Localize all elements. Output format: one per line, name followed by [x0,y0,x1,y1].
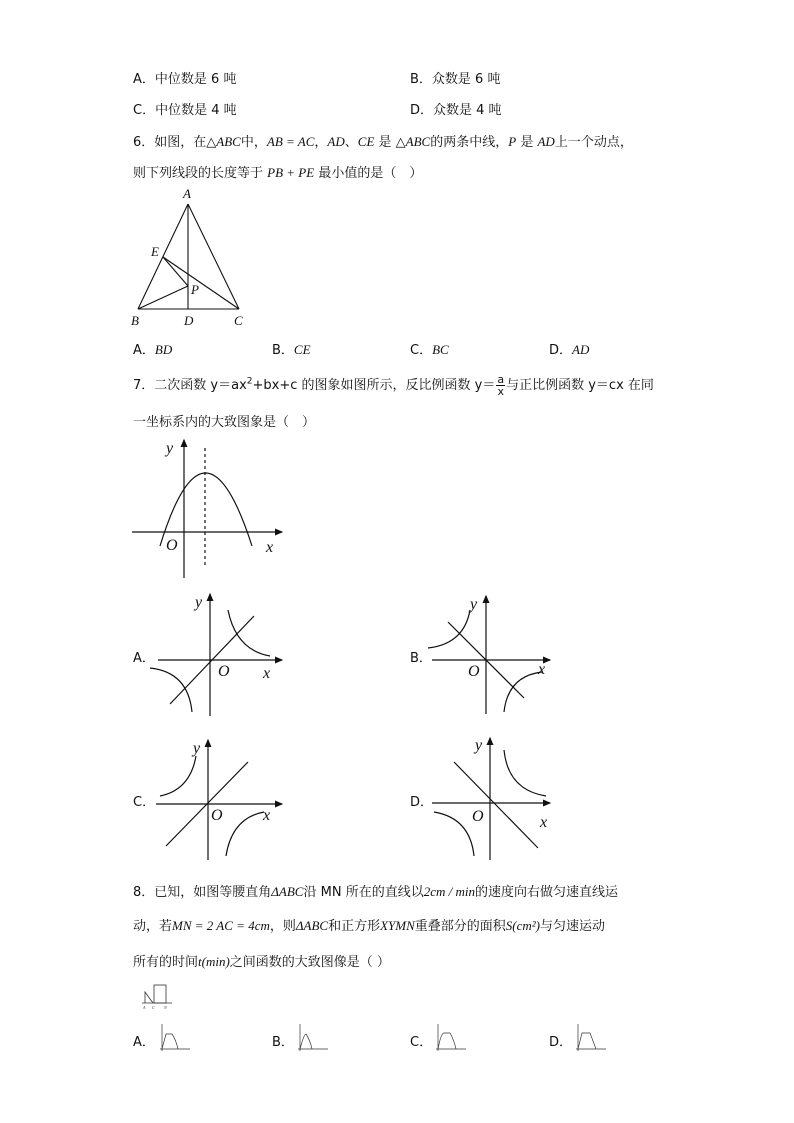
hyperbola-branch [228,610,270,656]
q5-option-d [410,99,502,118]
stem-text: 是 [374,135,396,150]
q8-option-b-label[interactable]: B． [272,1035,294,1050]
option-letter: C． [410,343,433,358]
side-ac [188,204,239,309]
stem-text: 已知，如图等腰直角 [154,885,272,900]
line-y-cx [170,616,254,704]
axis-y-label: y [193,740,201,757]
stem-text: 是 [516,135,538,150]
math-speed: 2cm / min [423,884,475,899]
math-equation: AB = AC [266,134,315,149]
curve [162,1034,178,1049]
option-letter: C． [133,103,156,118]
fraction-numerator: a [497,373,505,386]
q7-option-c-label[interactable]: C． [133,795,156,810]
option-text: BD [154,342,173,357]
option-text: 众数是 6 吨 [431,72,501,87]
stem-text: 中， [240,135,267,150]
label-p: P [191,282,199,297]
math-point: P [508,134,517,149]
math-triangle: △ABC [395,134,431,149]
curve [300,1034,312,1049]
fraction-denominator: x [497,385,504,398]
q8-option-c-graph [436,1024,466,1051]
side-ab [138,204,188,309]
axis-x-label: x [263,665,271,682]
hyperbola-branch [504,750,546,796]
axis-x-label: x [266,539,274,556]
option-letter: A． [133,343,155,358]
stem-text: 沿 MN 所在的直线以 [303,885,424,900]
hyperbola-branch [160,756,196,796]
hyperbola-branch [150,668,192,712]
label-c: C [234,313,243,328]
stem-text: ，则 [269,919,296,934]
math-segment: AD [537,134,555,149]
triangle-abc [145,992,153,1003]
q8-option-a-graph [160,1024,190,1051]
axis-y-label: y [166,440,174,457]
stem-text: 动，若 [133,919,173,934]
q5-option-a [133,68,236,87]
option-text: 众数是 4 吨 [433,103,502,118]
q6-option-d[interactable] [549,339,589,358]
stem-text: +bx+c 的图象如图所示，反比例函数 y＝ [252,378,496,393]
origin-label: O [166,537,178,554]
option-letter: A． [133,72,155,87]
q7-option-b-label[interactable]: B． [410,651,432,666]
q6-option-b[interactable] [272,339,311,358]
math-segment: AD [327,134,345,149]
stem-text: 重叠部分的面积 [414,919,506,934]
fraction-a-over-x [496,374,505,397]
q6-option-c[interactable] [410,339,449,358]
stem-text: 一坐标系内的大致图象是（ ） [133,415,316,430]
stem-text: 如图，在 [154,135,207,150]
q7-stem-line1 [133,374,654,397]
stem-text: 之间函数的大致图像是（ ） [229,955,390,970]
option-letter: D． [410,103,434,118]
hyperbola-branch [504,672,542,712]
math-segment: CE [357,134,375,149]
curve [438,1033,456,1049]
stem-text: 所有的时间 [133,955,199,970]
option-text: BC [432,342,449,357]
curve [578,1033,596,1049]
stem-text: 、 [344,135,358,150]
option-text: 中位数是 6 吨 [154,72,237,87]
hyperbola-branch [226,812,264,856]
origin-label: O [472,808,484,825]
q8-option-c-label[interactable]: C． [410,1035,433,1050]
label-d: D [184,313,194,328]
square-xymn [154,985,166,1003]
option-text: AD [572,342,590,357]
axis-x-label: x [540,814,548,831]
q7-stem-line2 [133,411,315,430]
q8-stem-line1 [133,881,618,900]
math-triangle: ΔABC [295,918,329,933]
stem-text: ， [314,135,328,150]
question-number: 7． [133,378,155,393]
superscript: 2 [246,376,253,387]
origin-label: O [218,663,230,680]
hyperbola-branch [428,610,470,648]
stem-text: 的速度向右做匀速直线运 [474,885,618,900]
stem-text: 则下列线段的长度等于 [133,166,268,181]
tiny-label: A [143,1005,146,1010]
label-a: A [183,186,191,201]
option-text: 中位数是 4 吨 [155,103,237,118]
q7-option-a-label[interactable]: A． [133,651,155,666]
math-expression: PB + PE [267,165,315,180]
q5-option-c [133,99,237,118]
origin-label: O [468,663,480,680]
q6-stem-line1 [133,131,633,150]
math-equation: MN = 2 AC = 4cm [172,918,270,933]
q6-stem-line2 [133,162,422,181]
math-square: XYMN [380,918,415,933]
math-triangle: ΔABC [271,884,304,899]
label-e: E [151,244,159,259]
axis-y-label: y [475,737,483,754]
math-time: t(min) [198,954,230,969]
line-y-cx [454,762,538,848]
stem-text: 上一个动点， [554,135,633,150]
hyperbola-branch [434,812,474,856]
question-number: 8． [133,885,155,900]
tiny-label: C [152,1005,155,1010]
q8-stem-line2 [133,915,605,934]
tiny-label: N [164,1005,167,1010]
stem-text: 和正方形 [328,919,381,934]
stem-text: 最小值的是（ ） [314,166,423,181]
origin-label: O [211,807,223,824]
stem-text: 与正比例函数 y＝cx 在同 [506,378,654,393]
median-ce [163,257,239,309]
math-area: S(cm²) [505,918,540,933]
question-number: 6． [133,135,155,150]
stem-text: 的两条中线， [430,135,509,150]
q7-option-d-label[interactable]: D． [410,795,434,810]
axis-y-label: y [470,596,478,613]
option-letter: D． [549,343,573,358]
option-text: CE [293,342,311,357]
q8-option-d-label[interactable]: D． [549,1035,573,1050]
axis-x-label: x [263,807,271,824]
q8-option-d-graph [576,1024,606,1051]
q8-option-a-label[interactable]: A． [133,1035,155,1050]
axis-x-label: x [538,661,546,678]
parabola-curve [160,473,252,546]
q5-option-b [410,68,500,87]
stem-text: 与匀速运动 [539,919,605,934]
line-y-cx [448,622,524,698]
q8-stem-line3 [133,951,390,970]
option-letter: B． [410,72,432,87]
option-letter: B． [272,343,294,358]
axis-y-label: y [195,594,203,611]
q6-option-a[interactable] [133,339,172,358]
segment-pb [138,286,188,309]
segment-pe [163,257,188,286]
label-b: B [131,313,139,328]
line-y-cx [166,762,248,846]
q8-option-b-graph [298,1024,328,1051]
stem-text: 二次函数 y＝ax [154,378,247,393]
math-triangle: △ABC [206,134,241,149]
